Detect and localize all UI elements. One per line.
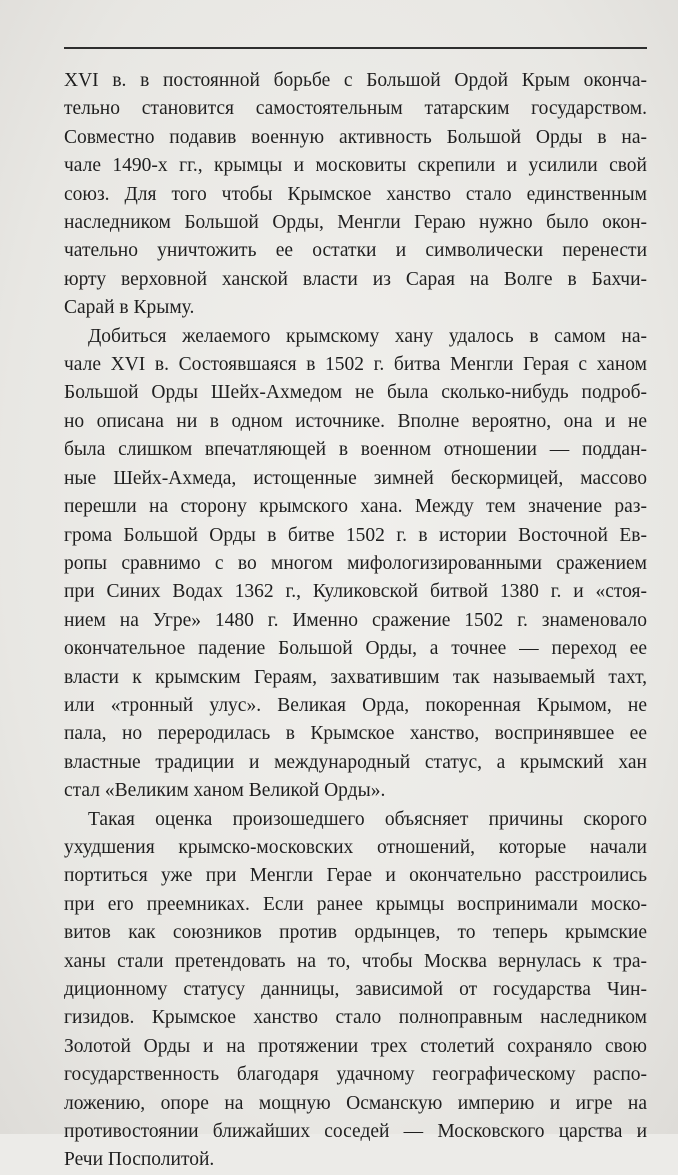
text-line: окончательное падение Большой Орды, а точнее — переход ее [64,638,647,660]
paragraph-3 [64,806,647,1175]
text-line: при его преемниках. Если ранее крымцы воспринимали моско- [64,893,647,915]
text-line: или «тронный улус». Великая Орда, покоренная Крымом, не [64,694,647,716]
text-line: ухудшения крымско-московских отношений, которые начали [64,836,647,858]
text-line: чательно уничтожить ее остатки и символически перенести [64,240,647,262]
text-line: Добиться желаемого крымскому хану удалось в самом на- [88,325,647,347]
text-line: диционному статусу данницы, зависимой от государства Чин- [64,979,647,1000]
text-line: Большой Орды Шейх-Ахмедом не была сколько-нибудь подроб- [64,382,647,404]
text-line: была слишком впечатляющей в военном отношении — поддан- [64,439,647,461]
text-line: властные традиции и международный статус, а крымский хан [64,751,647,773]
text-line: тельно становится самостоятельным татарским государством. [64,98,647,120]
text-line: гизидов. Крымское ханство стало полноправным наследником [64,1007,647,1029]
text-line: грома Большой Орды в битве 1502 г. в истории Восточной Ев- [64,524,647,546]
text-line: государственность благодаря удачному географическому распо- [64,1064,647,1086]
body-text [64,67,647,1175]
text-line: чале XVI в. Состоявшаяся в 1502 г. битва Менгли Герая с ханом [64,354,647,376]
text-line: юрту верховной ханской власти из Сарая на Волге в Бахчи- [64,268,647,290]
text-line: ные Шейх-Ахмеда, истощенные зимней бескормицей, массово [64,467,647,489]
paragraph-1 [64,67,647,323]
text-line: ложению, опоре на мощную Османскую империю и игре на [64,1092,647,1114]
text-line: чале 1490-х гг., крымцы и московиты скрепили и усилили свой [64,155,647,177]
text-line: Сарай в Крыму. [64,297,195,319]
text-line: но описана ни в одном источнике. Вполне вероятно, она и не [64,410,647,432]
text-line: наследником Большой Орды, Менгли Гераю нужно было окон- [64,212,647,234]
text-line: пала, но переродилась в Крымское ханство, воспринявшее ее [64,723,647,745]
text-line: Золотой Орды и на протяжении трех столетий сохраняло свою [64,1035,647,1057]
text-line: Совместно подавив военную активность Большой Орды в на- [64,126,647,148]
paragraph-2 [64,323,647,806]
text-line: ропы сравнимо с во многом мифологизированными сражением [64,552,647,574]
text-line: Такая оценка произошедшего объясняет причины скорого [88,808,647,830]
text-line: XVI в. в постоянной борьбе с Большой Ордой Крым оконча- [64,70,647,91]
text-line: союз. Для того чтобы Крымское ханство стало единственным [64,183,647,205]
text-line: перешли на сторону крымского хана. Между тем значение раз- [64,496,647,518]
text-line: Речи Посполитой. [64,1149,215,1171]
header-rule [64,47,647,49]
text-line: власти к крымским Гераям, захватившим так называемый тахт, [64,666,647,688]
text-line: при Синих Водах 1362 г., Куликовской битвой 1380 г. и «стоя- [64,581,647,603]
text-line: портиться уже при Менгли Герае и окончательно расстроились [64,865,647,887]
text-line: стал «Великим ханом Великой Орды». [64,780,386,802]
text-line: витов как союзников против ордынцев, то теперь крымские [64,922,647,944]
text-line: нием на Угре» 1480 г. Именно сражение 1502 г. знаменовало [64,609,647,631]
text-line: противостоянии ближайших соседей — Московского царства и [64,1121,647,1143]
text-line: ханы стали претендовать на то, чтобы Москва вернулась к тра- [64,950,647,972]
